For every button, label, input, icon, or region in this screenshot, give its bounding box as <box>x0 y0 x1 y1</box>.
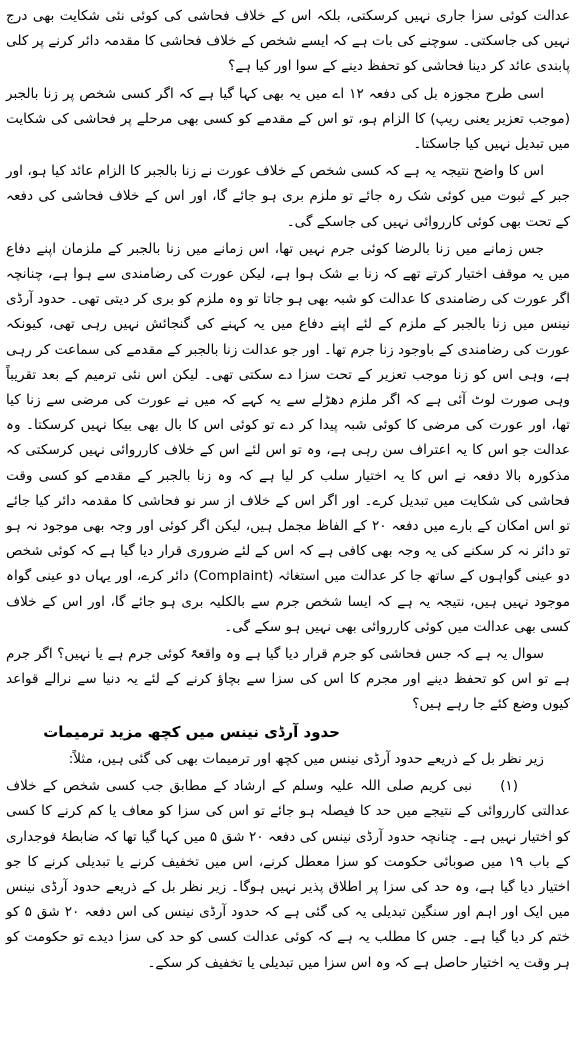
paragraph-3: اس کا واضح نتیجہ یہ ہے کہ کسی شخص کے خلاف عورت نے زنا بالجبر کا الزام عائد کیا ہو، اور جبر کے ثبوت میں کوئی شک رہ جائے تو ملزم بری ہو جائے گا، اور اس کے خلاف فحاشی کی دفعہ کے تحت بھی کوئی کارروائی نہیں کی جاسکے گی۔ <box>6 163 570 230</box>
paragraph-4: جس زمانے میں زنا بالرضا کوئی جرم نہیں تھا، اس زمانے میں زنا بالجبر کے ملزمان اپنے دفاع میں یہ موقف اختیار کرتے تھے کہ زنا بے شک ہوا ہے، لیکن عورت کی رضامندی سے ہوا ہے، چنانچہ اگر عورت کی رضامندی کا عدالت کو شبہ بھی ہو جاتا تو وہ ملزم کو بری کر دیتی تھی۔ حدود آرڈی نینس میں زنا بالجبر کے ملزم کے لئے اپنے دفاع میں یہ کہنے کی گنجائش نہیں رہی تھی، کیونکہ عورت کی رضامندی کے باوجود زنا جرم تھا۔ اور جو عدالت زنا بالجبر کے مقدمے کی سماعت کر رہی ہے، وہی اس کو زنا موجب تعزیر کے تحت سزا دے سکتی تھی۔ لیکن اس نئی ترمیم کے بعد تقریباً وہی صورت لوٹ آئی ہے کہ اگر ملزم دھڑلے سے یہ کہے کہ میں نے عورت کی مرضی سے زنا کیا تھا، اور عورت کی مرضی کا کوئی شبہ پیدا کر دے تو کوئی اس کا بال بھی بیکا نہیں کرسکتا۔ وہ عدالت جو اس کا یہ اعتراف سن رہی ہے، وہ تو اس لئے اس کے خلاف کارروائی نہیں کرسکتی کہ مذکورہ بالا دفعہ نے اس کا یہ اختیار سلب کر لیا ہے کہ وہ زنا بالجبر کے مقدمے کو کسی وقت فحاشی کی شکایت میں تبدیل کرے۔ اور اگر اس کے خلاف از سر نو فحاشی کا مقدمہ دائر کیا جائے تو اس امکان کے بارے میں دفعہ ۲۰ کے الفاظ مجمل ہیں، لیکن اگر کوئی اور وجہ بھی موجود نہ ہو تو دائر نہ کر سکنے کی یہ وجہ بھی کافی ہے کہ اس کے لئے ضروری قرار دیا گیا ہے کہ کوئی شخص دو عینی گواہوں کے ساتھ جا کر عدالت میں استغاثہ (Complaint) دائر کرے، اور یہاں دو عینی گواہ موجود نہیں ہیں، نتیجہ یہ ہے کہ ایسا شخص جرم سے بالکلیہ بری ہو جائے گا، اور اس کے خلاف کسی بھی عدالت میں کوئی کارروائی بھی نہیں ہو سکے گی۔ <box>6 240 571 635</box>
clause-text: نبی کریم صلی اللہ علیہ وسلم کے ارشاد کے مطابق جب کسی شخص کے خلاف عدالتی کارروائی کے نتیجے میں حد کا فیصلہ ہو جائے تو اس کی سزا کو معاف یا کم کرنے کا کسی کو اختیار نہیں ہے۔ چنانچہ حدود آرڈی نینس کی دفعہ ۲۰ شق ۵ میں کہا گیا تھا کہ ضابطۂ فوجداری کے باب ۱۹ میں صوبائی حکومت کو سزا معطل کرنے، اس میں تخفیف کرنے یا تبدیلی کرنے کا جو اختیار دیا گیا ہے، وہ حد کی سزا پر اطلاق پذیر نہیں ہوگا۔ زیر نظر بل کے ذریعے حدود آرڈی نینس میں ایک اور اہم اور سنگین تبدیلی یہ کی گئی ہے کہ حدود آرڈی نینس کی اس دفعہ ۲۰ شق ۵ کو ختم کر دیا گیا ہے۔ جس کا مطلب یہ ہے کہ کوئی عدالت کسی کو حد کی سزا دیدے تو حکومت کو ہر وقت یہ اختیار حاصل ہے کہ وہ اس سزا میں تبدیلی یا تخفیف کر سکے۔ <box>6 778 571 971</box>
clause-number: (۱) <box>500 778 518 795</box>
section-heading: حدود آرڈی نینس میں کچھ مزید ترمیمات <box>43 722 340 741</box>
paragraph-1: عدالت کوئی سزا جاری نہیں کرسکتی، بلکہ اس کے خلاف فحاشی کی کوئی نئی شکایت بھی درج نہیں کی جاسکتی۔ سوچنے کی بات ہے کہ ایسے شخص کے خلاف فحاشی کا مقدمہ دائر کرنے پر کلی پابندی عائد کر دینا فحاشی کو تحفظ دینے کے سوا اور کیا ہے؟ <box>6 8 570 75</box>
clause-1 <box>6 774 570 976</box>
paragraph-5: سوال یہ ہے کہ جس فحاشی کو جرم قرار دیا گیا ہے وہ واقعۃً کوئی جرم ہے یا نہیں؟ اگر جرم ہے تو اس کو تحفظ دینے اور مجرم کا اس کی سزا سے بچاؤ کرنے کے لئے یہ دنیا سے نرالے قواعد کیوں وضع کئے جا رہے ہیں؟ <box>6 646 570 713</box>
paragraph-2: اسی طرح مجوزہ بل کی دفعہ ۱۲ اے میں یہ بھی کہا گیا ہے کہ اگر کسی شخص پر زنا بالجبر (موجب تعزیر یعنی ریپ) کا الزام ہو، تو اس کے مقدمے کو کسی بھی مرحلے پر فحاشی کی شکایت میں تبدیل نہیں کیا جاسکتا۔ <box>6 85 570 153</box>
intro-paragraph: زیر نظر بل کے ذریعے حدود آرڈی نینس میں کچھ اور ترمیمات بھی کی گئی ہیں، مثلاً: <box>68 750 544 767</box>
